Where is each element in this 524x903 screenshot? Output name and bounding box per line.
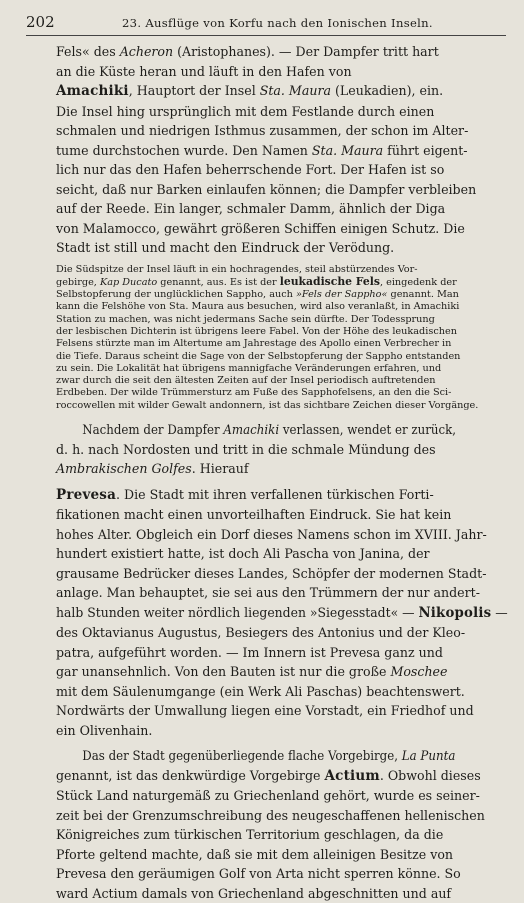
italic-term: Amachiki [223, 422, 280, 438]
text-run: . Die Stadt mit ihren verfallenen türkischen Forti- [116, 486, 434, 502]
text-run: Erdbeben. Der wilde Trümmersturz am Fuße des Sapphofelsens, an den die Sci- [56, 387, 452, 399]
paragraph-ambracian-gulf [56, 420, 508, 479]
paragraph-actium [56, 746, 508, 903]
text-run: d. h. nach Nordosten und tritt in die schmale Mündung des [56, 441, 436, 457]
text-run: ward Actium damals von Griechenland abgeschnitten und auf [56, 885, 452, 901]
text-run: Prevesa den geräumigen Golf von Arta nicht sperren könne. So [56, 866, 461, 882]
text-run: . Obwohl dieses [379, 767, 481, 783]
text-line [56, 400, 508, 412]
running-title: 23. Ausflüge von Korfu nach den Ionischen Inseln. [122, 16, 433, 30]
text-line [56, 682, 508, 702]
text-line [56, 42, 508, 62]
text-line [56, 314, 508, 326]
text-run: patra, aufgeführt worden. — Im Innern ist Prevesa ganz und [56, 644, 443, 660]
text-run: — [491, 604, 508, 620]
text-line [56, 786, 508, 806]
text-run: des Oktavianus Augustus, Besiegers des Antonius und der Kleo- [56, 625, 466, 641]
italic-term: Sta. Maura [259, 83, 331, 98]
footnote-leukadian-rock [56, 264, 508, 413]
text-run: anlage. Man behauptet, sie sei aus den Trümmern der nur andert- [56, 585, 480, 601]
bold-term: Prevesa [56, 486, 117, 503]
text-run: genannt, aus. Es ist der [157, 276, 280, 288]
text-run: hohes Alter. Obgleich ein Dorf dieses Namens schon im XVIII. Jahr- [56, 526, 487, 542]
text-line [56, 199, 508, 219]
text-run: Felsens stürzte man im Altertume am Jahrestage des Apollo einen Verbrecher in [56, 338, 452, 350]
bold-term: leukadische Fels [279, 274, 380, 288]
text-run: Station zu machen, was nicht jedermans Sache sein dürfte. Der Todessprung [56, 313, 435, 325]
text-line [56, 662, 508, 682]
text-run: Stadt ist still und macht den Eindruck der Verödung. [56, 240, 395, 255]
text-run: lich nur das den Hafen beherrschende Fort. Der Hafen ist so [56, 162, 445, 177]
text-run: zu sein. Die Lokalität hat übrigens mannigfache Veränderungen erfahren, und [56, 362, 442, 374]
text-run: die Tiefe. Daraus scheint die Sage von der Selbstopferung der Sappho entstanden [56, 350, 461, 362]
text-run: (Aristophanes). — Der Dampfer tritt hart [173, 44, 439, 59]
text-line [56, 180, 508, 200]
text-line [56, 564, 508, 584]
header-rule [26, 35, 506, 36]
text-run: gebirge, [56, 276, 100, 288]
text-line [56, 525, 508, 545]
italic-term: Acheron [119, 44, 174, 59]
text-line [56, 301, 508, 313]
italic-term: Moschee [390, 664, 448, 680]
italic-term: »Fels der Sappho« [295, 289, 388, 301]
text-line [56, 643, 508, 663]
text-line [56, 219, 508, 239]
text-line [56, 623, 508, 643]
text-line [56, 375, 508, 387]
text-run: tume durchstochen wurde. Den Namen [56, 142, 312, 158]
text-line [56, 326, 508, 338]
text-run: Das der Stadt gegenüberliegende flache Vorgebirge, [82, 748, 402, 764]
text-line [56, 746, 480, 766]
text-run: zwar durch die seit den ältesten Zeiten auf der Insel periodisch auftretenden [56, 375, 436, 387]
text-run: der lesbischen Dichterin ist übrigens leere Fabel. Von der Höhe des leukadischen [56, 325, 457, 337]
text-run: Die Insel hing ursprünglich mit dem Festlande durch einen [56, 103, 435, 119]
text-run: seicht, daß nur Barken einlaufen können; die Dampfer verbleiben [56, 181, 477, 197]
text-line [56, 351, 508, 363]
text-run: Selbstopferung der unglücklichen Sappho, auch [56, 289, 296, 301]
text-run: genannt. Man [387, 289, 459, 301]
text-run: Stück Land naturgemäß zu Griechenland gehört, wurde es seiner- [56, 788, 480, 804]
text-line [56, 121, 508, 141]
text-run: hundert existiert hatte, ist doch Ali Pascha von Janina, der [56, 546, 430, 562]
text-run: , eingedenk der [379, 276, 457, 288]
text-run: von Malamocco, gewährt größeren Schiffen einigen Schutz. Die [56, 220, 465, 236]
text-line [56, 160, 508, 180]
bold-term: Actium [324, 767, 380, 784]
text-run: ein Olivenhain. [56, 722, 153, 738]
text-run: fikationen macht einen unvorteilhaften Eindruck. Sie hat kein [56, 507, 452, 523]
text-line [56, 583, 508, 603]
text-line [56, 884, 508, 903]
text-line [56, 141, 508, 161]
paragraph-amachiki [56, 42, 508, 258]
text-line [56, 459, 508, 479]
text-line [56, 721, 508, 741]
text-run: gar unansehnlich. Von den Bauten ist nur die große [56, 664, 391, 680]
text-run: grausame Bedrücker dieses Landes, Schöpfer der modernen Stadt- [56, 565, 487, 581]
text-run: schmalen und niedrigen Isthmus zusammen, der schon im Alter- [56, 123, 469, 138]
text-run: Nachdem der Dampfer [82, 422, 224, 438]
text-run: (Leukadien), ein. [330, 83, 444, 98]
text-line [56, 102, 508, 122]
text-run: Nordwärts der Umwallung liegen eine Vorstadt, ein Friedhof und [56, 703, 474, 719]
bold-term: Nikopolis [418, 604, 492, 621]
text-run: Fels« des [56, 44, 120, 59]
paragraph-prevesa [56, 485, 508, 741]
bold-term: Amachiki [56, 83, 129, 99]
text-line [56, 420, 480, 440]
text-line [56, 845, 508, 865]
text-line [56, 701, 508, 721]
italic-term: La Punta [401, 748, 456, 764]
text-run: halb Stunden weiter nördlich liegenden »Siegesstadt« — [56, 604, 419, 620]
text-run: kann die Felshöhe von Sta. Maura aus besuchen, wird also veranlaßt, in Amachiki [56, 301, 460, 313]
text-line [56, 603, 508, 624]
text-run: an die Küste heran und läuft in den Hafen von [56, 63, 352, 79]
text-line [56, 806, 508, 826]
text-run: verlassen, wendet er zurück, [279, 422, 457, 438]
text-line [56, 505, 508, 525]
text-line [56, 238, 508, 258]
text-line [56, 338, 508, 350]
text-run: Pforte geltend machte, daß sie mit dem alleinigen Besitze von [56, 846, 454, 862]
text-run: auf der Reede. Ein langer, schmaler Damm, ähnlich der Diga [56, 201, 446, 216]
text-line [56, 363, 508, 375]
page-body [56, 42, 508, 903]
text-run: mit dem Säulenumgange (ein Werk Ali Paschas) beachtenswert. [56, 683, 465, 699]
italic-term: Kap Ducato [99, 276, 158, 288]
text-line [56, 485, 508, 506]
text-run: zeit bei der Grenzumschreibung des neugeschaffenen hellenischen [56, 807, 485, 823]
text-run: . Hierauf [191, 461, 249, 477]
text-line [56, 440, 508, 460]
text-line [56, 276, 508, 289]
text-run: genannt, ist das denkwürdige Vorgebirge [56, 767, 325, 783]
text-run: , Hauptort der Insel [128, 83, 260, 98]
text-line [56, 544, 508, 564]
text-run: roccowellen mit wilder Gewalt andonnern, ist das sichtbare Zeichen dieser Vorgänge. [56, 399, 479, 411]
text-line [56, 81, 508, 102]
italic-term: Ambrakischen Golfes [56, 461, 192, 477]
text-run: Die Südspitze der Insel läuft in ein hochragendes, steil abstürzendes Vor- [56, 263, 418, 275]
text-line [56, 825, 508, 845]
italic-term: Sta. Maura [311, 142, 384, 158]
text-line [56, 766, 508, 787]
page-number: 202 [26, 13, 55, 31]
text-line [56, 864, 508, 884]
text-line [56, 62, 508, 82]
text-run: führt eigent- [383, 142, 468, 158]
text-run: Königreiches zum türkischen Territorium geschlagen, da die [56, 827, 444, 843]
text-line [56, 387, 508, 399]
text-line [56, 289, 508, 301]
